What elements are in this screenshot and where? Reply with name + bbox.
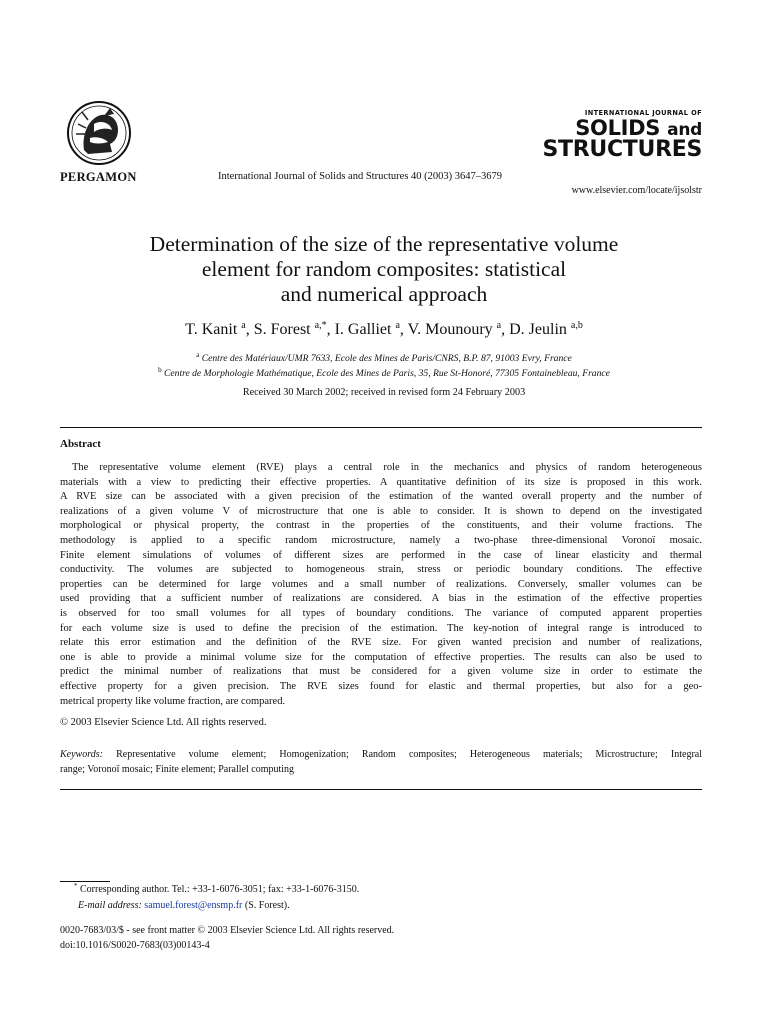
author-name: S. Forest <box>253 321 311 338</box>
paper-title-line-1: Determination of the size of the representative volume <box>149 232 619 256</box>
abstract-line: realizations of a given volume V of microstructure that one is able to consider. It is shown to depend on the investigated <box>60 505 702 517</box>
doi-line[interactable]: doi:10.1016/S0020-7683(03)00143-4 <box>60 940 210 951</box>
author-affiliation-mark: a <box>496 320 502 331</box>
divider-bottom <box>60 789 702 790</box>
abstract-line: metrical property like volume fraction, are compared. <box>60 695 286 707</box>
divider-top <box>60 427 702 428</box>
keywords-label: Keywords: <box>60 749 103 760</box>
abstract-line: predict the minimal number of realizations that must be considered for a given volume size in order to estimate the <box>60 666 702 678</box>
abstract-line: one is able to provide a minimal volume size for the computation of effective properties. The results can also be used to <box>60 651 702 663</box>
abstract-line: for each volume size is used to define the precision of the estimation. The key-notion of integral range is introduced to <box>60 622 702 634</box>
paper-title-line-2: element for random composites: statistical <box>201 257 567 281</box>
keywords-block <box>60 748 702 777</box>
affiliation-mark: a <box>196 351 200 359</box>
publisher-name: PERGAMON <box>60 170 137 184</box>
keywords-text: Representative volume element; Homogenization; Random composites; Heterogeneous materials; Microstructure; Integral <box>116 749 702 760</box>
abstract-line: used providing that a sufficient number of realizations are considered. A bias in the estimation of the effective properties <box>60 593 702 605</box>
abstract-line: A RVE size can be associated with a given precision of the estimation of the wanted overall property and the number of <box>60 491 702 503</box>
abstract-line: effective property for a given precision. The RVE sizes found for elastic and thermal properties, but also for a geo- <box>60 680 702 692</box>
abstract-line: is observed for too small volumes for all types of boundary conditions. The variance of computed apparent properties <box>60 607 702 619</box>
journal-wordmark-structures: STRUCTURES <box>542 136 702 162</box>
author-affiliation-mark: a <box>241 320 246 331</box>
author-name: T. Kanit <box>185 321 238 338</box>
abstract-line: Finite element simulations of volumes of different sizes are performed in the case of linear elasticity and thermal <box>60 549 702 561</box>
email-label: E-mail address: <box>78 900 142 911</box>
footnote-mark: * <box>74 882 78 890</box>
abstract-line: methodology is applied to a specific random microstructure, namely a two-phase three-dimensional Voronoï mosaic. <box>60 534 702 546</box>
author-name: V. Mounoury <box>407 321 493 338</box>
author-name: D. Jeulin <box>509 321 567 338</box>
journal-wordmark <box>543 110 703 161</box>
footnote-corresponding-author <box>74 884 359 895</box>
abstract-line: properties can be determined for large volumes and a small number of realizations. Conversely, smaller volumes can be <box>60 578 702 590</box>
received-dates: Received 30 March 2002; received in revised form 24 February 2003 <box>242 387 526 398</box>
author-affiliation-mark: a <box>395 320 400 331</box>
journal-wordmark-solids: SOLIDS <box>575 115 661 140</box>
abstract-line: The representative volume element (RVE) plays a central role in the mechanics and physics of random heterogeneous <box>72 462 702 473</box>
affiliation-mark: b <box>158 366 162 374</box>
affiliation-text: Centre des Matériaux/UMR 7633, Ecole des Mines de Paris/CNRS, B.P. 87, 91003 Evry, France <box>201 353 572 364</box>
pergamon-logo-icon <box>64 98 134 170</box>
author-affiliation-mark: a,* <box>314 320 327 331</box>
author-affiliation-mark: a,b <box>570 320 583 331</box>
abstract-line: materials with a view to predicting their effective properties. A quantitative definition of its size is proposed in this work. <box>60 476 702 488</box>
copyright-notice: © 2003 Elsevier Science Ltd. All rights reserved. <box>60 717 267 728</box>
paper-title <box>0 232 768 307</box>
paper-title-line-3: and numerical approach <box>280 282 488 306</box>
affiliation-a <box>0 353 768 364</box>
affiliation-b <box>0 368 768 379</box>
author-name: I. Galliet <box>334 321 392 338</box>
footnote-email <box>78 900 290 911</box>
journal-citation: International Journal of Solids and Structures 40 (2003) 3647–3679 <box>218 171 503 182</box>
author-list: T. Kanit $^a$, S. Forest $^{a,*}$, I. Galliet $^a$, V. Mounoury $^a$, D. Jeulin $^{a,b}$ <box>185 320 583 338</box>
journal-wordmark-top: INTERNATIONAL JOURNAL OF <box>584 109 702 117</box>
keywords-line: range; Voronoï mosaic; Finite element; Parallel computing <box>60 763 295 775</box>
abstract-body <box>60 461 702 709</box>
footnote-text: Corresponding author. Tel.: +33-1-6076-3051; fax: +33-1-6076-3150. <box>80 884 360 895</box>
issn-line: 0020-7683/03/$ - see front matter © 2003 Elsevier Science Ltd. All rights reserved. <box>60 925 395 936</box>
journal-wordmark-middle <box>543 115 703 140</box>
abstract-line: morphological or physical property, the contrast in the properties of the constituents, and their volume fractions. The <box>60 520 702 532</box>
journal-wordmark-and: and <box>667 119 702 140</box>
footnote-rule <box>60 881 110 882</box>
abstract-line: conductivity. The volumes are subjected to homogeneous strain, stress or periodic boundary conditions. The effective <box>60 564 702 576</box>
email-link[interactable]: samuel.forest@ensmp.fr <box>144 900 243 911</box>
journal-url-link[interactable]: www.elsevier.com/locate/ijsolstr <box>571 185 702 196</box>
affiliation-text: Centre de Morphologie Mathématique, Ecole des Mines de Paris, 35, Rue St-Honoré, 77305 Fontainebleau, France <box>163 368 610 379</box>
keywords-line <box>60 748 702 763</box>
abstract-line: relate this error estimation and the definition of the RVE size. For given wanted precision and number of realizations, <box>60 637 702 649</box>
email-suffix: (S. Forest). <box>244 900 290 911</box>
abstract-heading: Abstract <box>60 438 101 450</box>
